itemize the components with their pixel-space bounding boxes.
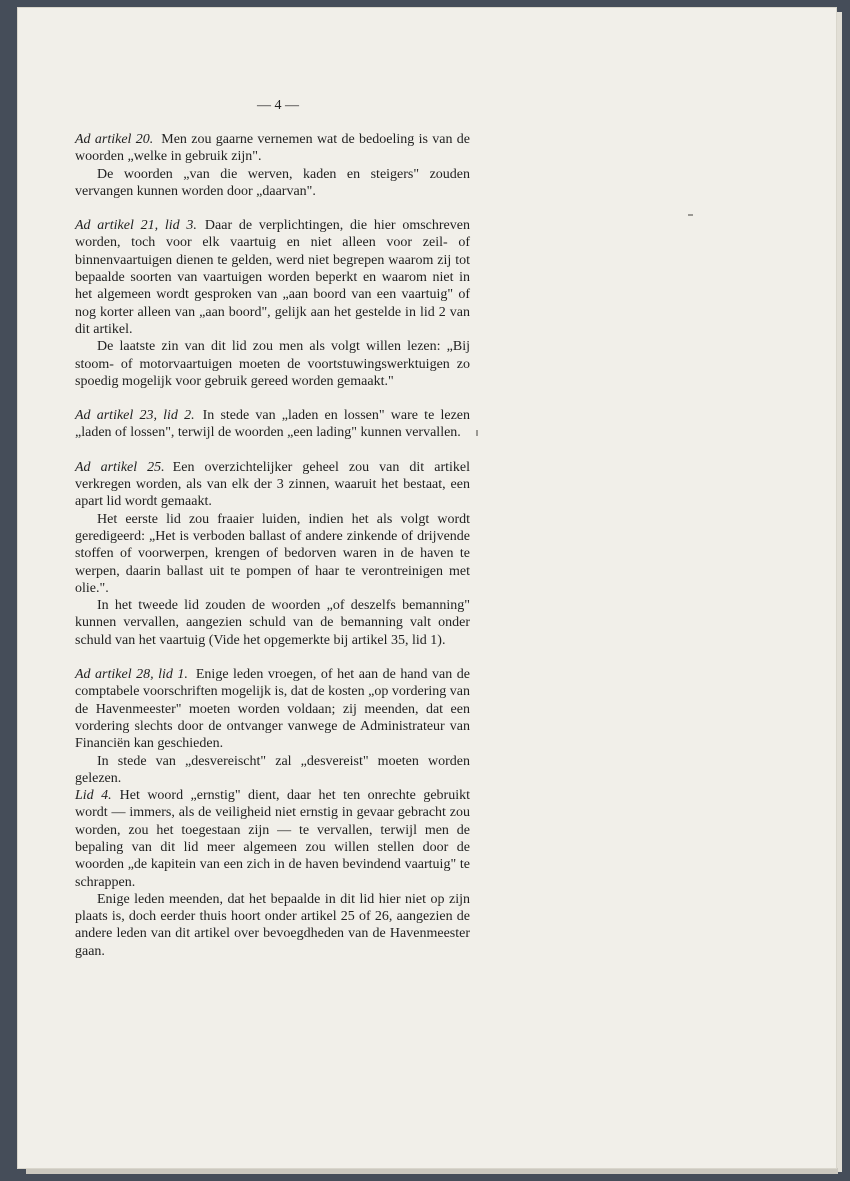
show-through-mark: [476, 430, 478, 436]
article-reference: Ad artikel 20.: [75, 132, 154, 147]
article-reference: Ad artikel 25.: [75, 459, 165, 475]
section-artikel-23: [75, 407, 470, 442]
paragraph: [75, 217, 470, 338]
section-artikel-25: [75, 459, 470, 649]
paragraph-text: Een overzichtelijker geheel zou van dit artikel verkregen worden, als van elk der 3 zinnen, waaruit het bestaat, een apart lid wordt gemaakt.: [75, 459, 470, 510]
paragraph: [75, 459, 470, 511]
paragraph: [75, 407, 470, 442]
show-through-mark: [688, 214, 693, 216]
paper-edge: [836, 12, 842, 1172]
paragraph: [75, 787, 470, 891]
article-reference: Ad artikel 21, lid 3.: [75, 218, 197, 234]
section-artikel-20: [75, 131, 470, 200]
paragraph: In stede van „desvereischt" zal „desvereist" moeten worden gelezen.: [75, 753, 470, 786]
paragraph-text: Enige leden vroegen, of het aan de hand van de comptabele voorschriften mogelijk is, dat de kosten „op vordering van de Havenmeester" moeten worden voldaan; zij meenden, dat een vordering slechts door de ontvanger vanwege de Administrateur van Financiën kan geschieden.: [75, 667, 471, 752]
section-artikel-21: [75, 217, 470, 390]
section-artikel-28: [75, 666, 470, 960]
paragraph: De woorden „van die werven, kaden en steigers" zouden vervangen kunnen worden door „daarvan".: [75, 166, 470, 199]
paragraph: In het tweede lid zouden de woorden „of deszelfs bemanning" kunnen vervallen, aangezien schuld van de bemanning valt onder schuld van het vaartuig (Vide het opgemerkte bij artikel 35, lid 1).: [75, 598, 470, 648]
paragraph: [75, 131, 470, 166]
paragraph: Het eerste lid zou fraaier luiden, indien het als volgt wordt geredigeerd: „Het is verboden ballast of andere zinkende of drijvende stoffen of voorwerpen, krengen of bedorven waren in de haven te werpen, daarin ballast uit te pompen of haar te verontreinigen met olie.".: [75, 511, 470, 596]
article-reference: Ad artikel 23, lid 2.: [75, 408, 195, 424]
paragraph-text: In stede van „laden en lossen" ware te lezen „laden of lossen", terwijl de woorden „een lading" kunnen vervallen.: [75, 408, 470, 441]
paragraph-text: Daar de verplichtingen, die hier omschreven worden, toch voor elk vaartuig en niet alleen voor zeil- of binnenvaartuigen dienen te gelden, werd niet begrepen waarom zij tot bepaalde soorten van vaartuigen worden beperkt en waarom niet in het algemeen wordt gesproken van „aan boord van een vaartuig" of nog korter alleen van „aan boord", gelijk aan het gestelde in lid 2 van dit artikel.: [75, 218, 470, 337]
article-reference: Ad artikel 28, lid 1.: [75, 667, 188, 683]
paragraph: [75, 666, 470, 752]
paragraph-text: Het woord „ernstig" dient, daar het ten onrechte gebruikt wordt — immers, als de veiligheid niet ernstig in gevaar gebracht zou worden, zou het toegestaan zijn — te vervallen, terwijl men de bepaling van dit lid meer algemeen zou willen stellen door de woorden „de kapitein van een zich in de haven bevindend vaartuig" te schrappen.: [75, 788, 470, 890]
paragraph: De laatste zin van dit lid zou men als volgt willen lezen: „Bij stoom- of motorvaartuigen moeten de voortstuwingswerktuigen zo spoedig mogelijk voor gebruik gereed worden gemaakt.": [75, 339, 470, 389]
paper-bottom-edge: [26, 1168, 838, 1174]
document-body: [75, 131, 470, 977]
paragraph: Enige leden meenden, dat het bepaalde in dit lid hier niet op zijn plaats is, doch eerder thuis hoort onder artikel 25 of 26, aangezien de andere leden van dit artikel over bevoegdheden van de Havenmeester gaan.: [75, 891, 470, 959]
article-reference: Lid 4.: [75, 788, 112, 804]
paragraph-text: Men zou gaarne vernemen wat de bedoeling is van de woorden „welke in gebruik zijn".: [75, 132, 470, 165]
page-number: — 4 —: [257, 98, 299, 113]
